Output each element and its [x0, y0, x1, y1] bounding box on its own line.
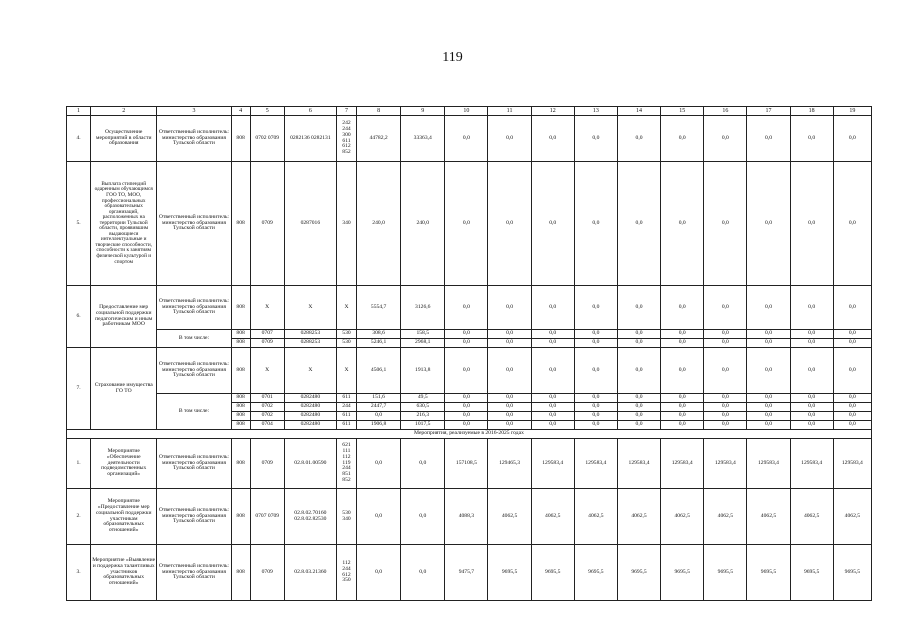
page-number: 119	[442, 50, 463, 65]
cell: 0,0	[833, 162, 871, 286]
cell: 0,0	[488, 403, 531, 412]
cell: 621 111 112 119 244 851 852	[336, 439, 356, 489]
cell: 129583,4	[617, 439, 660, 489]
cell: 0707 0709	[250, 489, 284, 545]
cell: 4062,5	[790, 489, 833, 545]
col-header: 5	[250, 107, 284, 116]
table-row	[67, 162, 872, 286]
col-header: 4	[231, 107, 250, 116]
cell: 0,0	[531, 116, 574, 162]
responsible: Ответственный исполнитель: министерство образования Тульской области	[157, 116, 231, 162]
cell: 5246,1	[357, 339, 401, 348]
cell: 808	[231, 421, 250, 430]
cell: 0709	[250, 545, 284, 601]
cell: 0,0	[661, 412, 704, 421]
cell: 9695,5	[833, 545, 871, 601]
cell: 0,0	[574, 330, 617, 339]
row-number: 3.	[67, 545, 91, 601]
table-row	[67, 116, 872, 162]
cell: 0,0	[445, 116, 488, 162]
cell: 0282136 0282131	[284, 116, 336, 162]
cell: 0,0	[357, 489, 401, 545]
cell: 0282480	[284, 421, 336, 430]
cell: 4062,5	[704, 489, 747, 545]
cell: 0,0	[833, 403, 871, 412]
table-row	[67, 545, 872, 601]
cell: 129583,4	[574, 439, 617, 489]
cell: 129583,4	[661, 439, 704, 489]
cell: 0,0	[445, 403, 488, 412]
cell: 4062,5	[833, 489, 871, 545]
cell: 0,0	[445, 286, 488, 330]
col-header: 2	[91, 107, 157, 116]
cell: 0,0	[401, 439, 445, 489]
cell: 2447,7	[357, 403, 401, 412]
cell: 308,6	[357, 330, 401, 339]
col-header: 13	[574, 107, 617, 116]
cell: 0,0	[790, 162, 833, 286]
cell: 0,0	[704, 116, 747, 162]
cell: 157108,5	[445, 439, 488, 489]
col-header: 8	[357, 107, 401, 116]
cell: 0,0	[747, 339, 790, 348]
cell: 0,0	[531, 403, 574, 412]
table-row	[67, 394, 872, 403]
cell: 02.8.01.00590	[284, 439, 336, 489]
cell: X	[336, 286, 356, 330]
cell: 02.8.03.21360	[284, 545, 336, 601]
cell: 808	[231, 348, 250, 394]
row-number: 6.	[67, 286, 91, 348]
cell: 808	[231, 339, 250, 348]
cell: 4088,3	[445, 489, 488, 545]
col-header: 1	[67, 107, 91, 116]
cell: 0,0	[661, 286, 704, 330]
cell: 0,0	[704, 286, 747, 330]
cell: 0,0	[531, 412, 574, 421]
cell: 0,0	[488, 116, 531, 162]
cell: 808	[231, 545, 250, 601]
cell: 611	[336, 394, 356, 403]
cell: 0,0	[617, 330, 660, 339]
cell: 0,0	[661, 403, 704, 412]
budget-table	[66, 106, 872, 601]
cell: 0,0	[617, 348, 660, 394]
cell: X	[284, 286, 336, 330]
cell: 0,0	[790, 412, 833, 421]
cell: 530	[336, 339, 356, 348]
cell: 112 244 612 350	[336, 545, 356, 601]
cell: 611	[336, 421, 356, 430]
row-number: 7.	[67, 348, 91, 430]
cell: 0,0	[661, 116, 704, 162]
cell: 0,0	[704, 339, 747, 348]
table-row	[67, 348, 872, 394]
cell: 1913,8	[401, 348, 445, 394]
cell: 0702 0709	[250, 116, 284, 162]
cell: 530	[336, 330, 356, 339]
col-header: 14	[617, 107, 660, 116]
cell: 242 244 300 611 612 852	[336, 116, 356, 162]
cell: 0288253	[284, 330, 336, 339]
cell: 808	[231, 489, 250, 545]
cell: 129583,4	[833, 439, 871, 489]
cell: 4506,1	[357, 348, 401, 394]
cell: 0,0	[661, 348, 704, 394]
cell: 0709	[250, 162, 284, 286]
cell: 9695,5	[617, 545, 660, 601]
cell: 808	[231, 162, 250, 286]
cell: 0,0	[531, 394, 574, 403]
cell: 808	[231, 412, 250, 421]
cell: 0,0	[833, 339, 871, 348]
cell: 9695,5	[531, 545, 574, 601]
col-header: 18	[790, 107, 833, 116]
row-name: Осуществление мероприятий в области образования	[91, 116, 157, 162]
cell: 0,0	[833, 421, 871, 430]
cell: 2968,1	[401, 339, 445, 348]
cell: 33363,4	[401, 116, 445, 162]
cell: 5554,7	[357, 286, 401, 330]
responsible: Ответственный исполнитель: министерство образования Тульской области	[157, 162, 231, 286]
cell: 0,0	[790, 348, 833, 394]
table-row	[67, 286, 872, 330]
cell: 0282480	[284, 403, 336, 412]
cell: 630,5	[401, 403, 445, 412]
cell: 0,0	[661, 162, 704, 286]
cell: X	[250, 286, 284, 330]
cell: 129583,4	[704, 439, 747, 489]
cell: 129583,4	[747, 439, 790, 489]
row-name: Выплата стипендий одаренным обучающимся ГОО ТО, МОО, профессиональных образовательных организаций, расположенных на территории Тульской области, проявившим выдающиеся интеллектуальные и творческие способности, способности к занятиям физической культурой и спортом	[91, 162, 157, 286]
cell: 0,0	[833, 394, 871, 403]
cell: 0,0	[617, 421, 660, 430]
col-header: 12	[531, 107, 574, 116]
cell: 0709	[250, 439, 284, 489]
cell: 0,0	[661, 339, 704, 348]
cell: 0,0	[661, 421, 704, 430]
cell: 0,0	[574, 394, 617, 403]
cell: 808	[231, 330, 250, 339]
cell: 216,3	[401, 412, 445, 421]
cell: 0,0	[617, 412, 660, 421]
cell: 4062,5	[531, 489, 574, 545]
cell: 0,0	[574, 412, 617, 421]
responsible: Ответственный исполнитель: министерство образования Тульской области	[157, 545, 231, 601]
cell: 129465,3	[488, 439, 531, 489]
col-header: 16	[704, 107, 747, 116]
row-name: Мероприятие «Выявление и поддержка талантливых участников образовательных отношений»	[91, 545, 157, 601]
cell: 0709	[250, 339, 284, 348]
cell: 9475,7	[445, 545, 488, 601]
cell: 0,0	[617, 339, 660, 348]
cell: 0,0	[488, 421, 531, 430]
col-header: 17	[747, 107, 790, 116]
row-name: Страхование имущества ГО ТО	[91, 348, 157, 430]
cell: 0,0	[833, 116, 871, 162]
cell: 0,0	[531, 339, 574, 348]
cell: 0,0	[617, 394, 660, 403]
cell: 0707	[250, 330, 284, 339]
cell: 129583,4	[790, 439, 833, 489]
cell: 0,0	[790, 116, 833, 162]
col-header: 3	[157, 107, 231, 116]
cell: 0,0	[488, 286, 531, 330]
cell: 0,0	[445, 339, 488, 348]
cell: 808	[231, 286, 250, 330]
cell: 0,0	[445, 394, 488, 403]
cell: 0,0	[531, 330, 574, 339]
cell: 0,0	[747, 330, 790, 339]
cell: 808	[231, 394, 250, 403]
cell: 0,0	[833, 412, 871, 421]
cell: 0,0	[357, 412, 401, 421]
cell: 808	[231, 403, 250, 412]
cell: 0,0	[401, 489, 445, 545]
cell: 02.8.02.70160 02.8.02.82530	[284, 489, 336, 545]
col-header: 11	[488, 107, 531, 116]
cell: 4062,5	[574, 489, 617, 545]
cell: 0704	[250, 421, 284, 430]
col-header: 7	[336, 107, 356, 116]
cell: X	[336, 348, 356, 394]
cell: 0,0	[445, 421, 488, 430]
cell: 49,5	[401, 394, 445, 403]
cell: 0,0	[747, 412, 790, 421]
cell: 0,0	[704, 421, 747, 430]
row-number: 1.	[67, 439, 91, 489]
cell: 808	[231, 439, 250, 489]
cell: 9695,5	[747, 545, 790, 601]
cell: 0,0	[617, 162, 660, 286]
responsible: Ответственный исполнитель: министерство образования Тульской области	[157, 439, 231, 489]
cell: 0,0	[531, 162, 574, 286]
row-name: Мероприятие «Предоставление мер социальной поддержки участникам образовательных отношений»	[91, 489, 157, 545]
row-name: Мероприятие «Обеспечение деятельности подведомственных организаций»	[91, 439, 157, 489]
cell: 0,0	[790, 286, 833, 330]
table-row	[67, 489, 872, 545]
header-row	[67, 107, 872, 116]
cell: 0,0	[574, 403, 617, 412]
responsible: Ответственный исполнитель: министерство образования Тульской области	[157, 348, 231, 394]
cell: 151,6	[357, 394, 401, 403]
cell: 9695,5	[661, 545, 704, 601]
cell: 0,0	[704, 403, 747, 412]
cell: 0,0	[617, 286, 660, 330]
cell: 0,0	[531, 421, 574, 430]
vtom-label: В том числе:	[157, 330, 231, 348]
cell: 0,0	[531, 286, 574, 330]
cell: 0,0	[704, 394, 747, 403]
cell: 0,0	[488, 339, 531, 348]
cell: 129583,4	[531, 439, 574, 489]
cell: 0,0	[445, 348, 488, 394]
cell: 9695,5	[574, 545, 617, 601]
cell: 0287016	[284, 162, 336, 286]
cell: 0288253	[284, 339, 336, 348]
row-number: 5.	[67, 162, 91, 286]
cell: 1017,5	[401, 421, 445, 430]
cell: 0,0	[445, 330, 488, 339]
col-header: 9	[401, 107, 445, 116]
cell: 0,0	[488, 348, 531, 394]
col-header: 19	[833, 107, 871, 116]
cell: 0702	[250, 403, 284, 412]
cell: 0,0	[833, 286, 871, 330]
section-row	[67, 430, 872, 439]
cell: 530 340	[336, 489, 356, 545]
row-number: 4.	[67, 116, 91, 162]
cell: 0282480	[284, 412, 336, 421]
cell: 808	[231, 116, 250, 162]
responsible: Ответственный исполнитель: министерство образования Тульской области	[157, 286, 231, 330]
cell: 9695,5	[488, 545, 531, 601]
cell: 0,0	[747, 116, 790, 162]
cell: 0,0	[661, 394, 704, 403]
col-header: 10	[445, 107, 488, 116]
cell: 0,0	[488, 162, 531, 286]
cell: 0,0	[704, 162, 747, 286]
cell: 0,0	[790, 394, 833, 403]
cell: 0,0	[747, 394, 790, 403]
cell: 0,0	[574, 286, 617, 330]
cell: 1906,8	[357, 421, 401, 430]
cell: 4062,5	[747, 489, 790, 545]
cell: 0,0	[574, 421, 617, 430]
cell: 240,0	[357, 162, 401, 286]
cell: 0,0	[574, 116, 617, 162]
cell: 0,0	[445, 412, 488, 421]
cell: 4062,5	[661, 489, 704, 545]
cell: 0,0	[574, 348, 617, 394]
cell: 0,0	[617, 403, 660, 412]
cell: 0,0	[790, 403, 833, 412]
cell: 0,0	[747, 403, 790, 412]
cell: 0282480	[284, 394, 336, 403]
cell: 0,0	[704, 348, 747, 394]
cell: 0,0	[747, 286, 790, 330]
cell: 240,0	[401, 162, 445, 286]
cell: 244	[336, 403, 356, 412]
cell: 0,0	[833, 330, 871, 339]
cell: 4062,5	[488, 489, 531, 545]
section-title: Мероприятия, реализуемые в 2016-2025 годах	[67, 430, 872, 439]
cell: 0,0	[790, 421, 833, 430]
cell: 0,0	[531, 348, 574, 394]
cell: 0,0	[445, 162, 488, 286]
table-row	[67, 330, 872, 339]
cell: 9695,5	[704, 545, 747, 601]
cell: 0,0	[661, 330, 704, 339]
cell: 0,0	[488, 394, 531, 403]
cell: 0,0	[833, 348, 871, 394]
cell: 9695,5	[790, 545, 833, 601]
cell: 0,0	[704, 330, 747, 339]
responsible: Ответственный исполнитель: министерство образования Тульской области	[157, 489, 231, 545]
row-number: 2.	[67, 489, 91, 545]
cell: 0702	[250, 412, 284, 421]
cell: 44782,2	[357, 116, 401, 162]
cell: X	[250, 348, 284, 394]
cell: 0,0	[574, 162, 617, 286]
cell: 3126,6	[401, 286, 445, 330]
cell: 0,0	[488, 330, 531, 339]
cell: 4062,5	[617, 489, 660, 545]
cell: 158,5	[401, 330, 445, 339]
table-row	[67, 439, 872, 489]
col-header: 6	[284, 107, 336, 116]
vtom-label: В том числе:	[157, 394, 231, 430]
cell: 0,0	[617, 116, 660, 162]
cell: 0,0	[704, 412, 747, 421]
cell: 0,0	[790, 339, 833, 348]
cell: X	[284, 348, 336, 394]
cell: 0,0	[747, 421, 790, 430]
cell: 0,0	[357, 545, 401, 601]
row-name: Предоставление мер социальной поддержки педагогическим и иным работникам МОО	[91, 286, 157, 348]
cell: 0,0	[574, 339, 617, 348]
col-header: 15	[661, 107, 704, 116]
cell: 0,0	[747, 348, 790, 394]
cell: 0,0	[747, 162, 790, 286]
cell: 0701	[250, 394, 284, 403]
cell: 340	[336, 162, 356, 286]
cell: 0,0	[357, 439, 401, 489]
cell: 0,0	[790, 330, 833, 339]
cell: 0,0	[488, 412, 531, 421]
cell: 611	[336, 412, 356, 421]
cell: 0,0	[401, 545, 445, 601]
